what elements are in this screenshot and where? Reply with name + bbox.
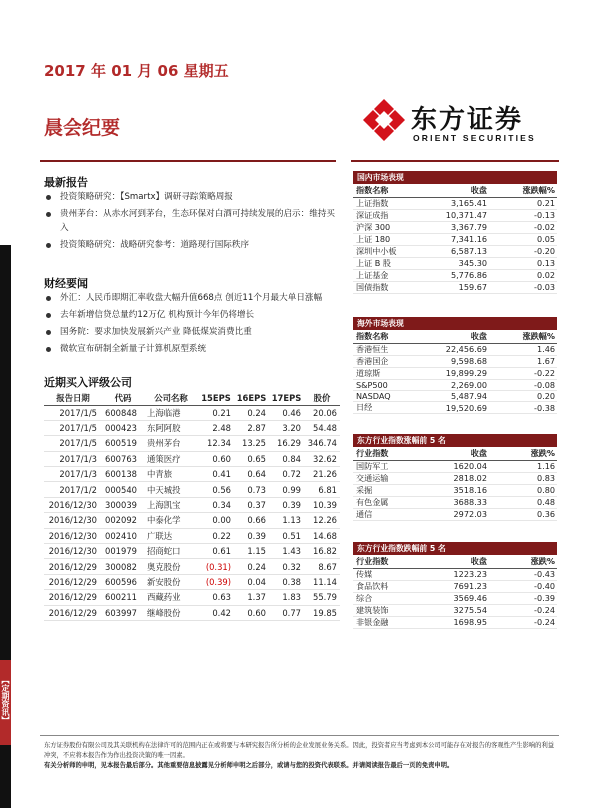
table-row[interactable] [44,405,340,420]
industry-losers-table [353,555,557,629]
table-cell: 香港恒生 [353,343,429,355]
list-item[interactable]: 去年新增信贷总量约12万亿 机构预计今年仍将增长 [44,309,342,323]
table-cell: 2.87 [234,420,269,435]
table-cell: -0.02 [497,221,557,233]
table-row [353,197,557,209]
table-cell: 3.20 [269,420,304,435]
latest-reports-list [44,191,342,256]
list-item[interactable]: 投资策略研究：战略研究参考：道路现行国际秩序 [44,239,342,253]
table-cell: 0.21 [198,405,234,420]
table-cell: 0.83 [497,472,557,484]
latest-reports-heading: 最新报告 [44,176,88,189]
table-cell: 0.84 [269,451,304,466]
table-header-row [353,447,557,460]
table-row [353,496,557,508]
col-header: 涨跌% [497,555,557,568]
table-row [353,355,557,367]
logo-english-name: ORIENT SECURITIES [413,133,536,143]
table-cell: 0.38 [269,574,304,589]
table-cell: 2.48 [198,420,234,435]
table-cell: 1.83 [269,590,304,605]
table-cell: 2016/12/29 [44,605,102,620]
table-row[interactable] [44,497,340,512]
table-cell: 54.48 [304,420,340,435]
ratings-heading: 近期买入评级公司 [44,376,132,389]
table-cell: 16.29 [269,436,304,451]
table-cell: 上证 180 [353,233,429,245]
table-cell: 600763 [102,451,144,466]
table-cell: 10.39 [304,497,340,512]
table-cell: (0.39) [198,574,234,589]
table-cell: 001979 [102,544,144,559]
table-cell: 20.06 [304,405,340,420]
table-row [353,568,557,580]
table-row[interactable] [44,482,340,497]
domestic-market-panel [353,171,557,294]
table-cell: 000423 [102,420,144,435]
table-row [353,269,557,281]
table-header-row [44,391,340,405]
table-row[interactable] [44,467,340,482]
table-cell: -0.43 [497,568,557,580]
table-cell: 600138 [102,467,144,482]
table-cell: 采掘 [353,484,429,496]
table-cell: 0.66 [234,513,269,528]
table-cell: 招商蛇口 [144,544,198,559]
table-cell: 6.81 [304,482,340,497]
table-row [353,592,557,604]
table-cell: 1.46 [497,343,557,355]
table-cell: 2972.03 [429,508,497,520]
table-cell: 0.72 [269,467,304,482]
table-cell: 2016/12/29 [44,574,102,589]
table-cell: 32.62 [304,451,340,466]
table-cell: 通策医疗 [144,451,198,466]
table-cell: 0.42 [198,605,234,620]
table-row [353,616,557,628]
table-cell: 19,520.69 [429,402,497,414]
table-cell: 0.04 [234,574,269,589]
table-cell: 0.34 [198,497,234,512]
table-cell: 0.39 [269,497,304,512]
table-cell: 0.99 [269,482,304,497]
table-cell: 0.56 [198,482,234,497]
col-header: 指数名称 [353,184,429,197]
table-cell: 11.14 [304,574,340,589]
table-cell: 14.68 [304,528,340,543]
table-cell: 002092 [102,513,144,528]
table-cell: 0.46 [269,405,304,420]
table-cell: 0.32 [269,559,304,574]
table-cell: 奥克股份 [144,559,198,574]
table-cell: 7691.23 [429,580,497,592]
table-cell: 上海临港 [144,405,198,420]
table-cell: -0.20 [497,245,557,257]
table-cell: 8.67 [304,559,340,574]
table-row [353,508,557,520]
logo-chinese-name: 东方证券 [411,105,524,135]
page-title: 晨会纪要 [44,117,121,139]
table-cell: 2016/12/30 [44,497,102,512]
table-row [353,281,557,293]
table-cell: (0.31) [198,559,234,574]
table-cell: 22,456.69 [429,343,497,355]
col-header: 行业指数 [353,447,429,460]
table-cell: 0.48 [497,496,557,508]
list-item[interactable]: 国务院：要求加快发展新兴产业 降低煤炭消费比重 [44,326,342,340]
table-cell: 广联达 [144,528,198,543]
table-cell: 2017/1/5 [44,420,102,435]
table-cell: 上证 B 股 [353,257,429,269]
col-header: 收盘 [429,330,497,343]
col-header: 收盘 [429,184,497,197]
table-cell: 1.43 [269,544,304,559]
header-divider-right [351,160,559,162]
table-cell: 12.34 [198,436,234,451]
col-header: 收盘 [429,447,497,460]
table-cell: 600519 [102,436,144,451]
col-header: 17EPS [269,391,304,405]
table-cell: 中泰化学 [144,513,198,528]
col-header: 行业指数 [353,555,429,568]
table-cell: 0.80 [497,484,557,496]
table-cell: 上证基金 [353,269,429,281]
table-cell: 0.13 [497,257,557,269]
table-row [353,233,557,245]
col-header: 报告日期 [44,391,102,405]
table-cell: 1.15 [234,544,269,559]
col-header: 涨跌% [497,447,557,460]
table-cell: 0.02 [497,269,557,281]
table-cell: -0.03 [497,281,557,293]
table-cell: 3,367.79 [429,221,497,233]
table-cell: 0.21 [497,197,557,209]
table-row[interactable] [44,574,340,589]
table-cell: 0.36 [497,508,557,520]
table-cell: 深圳中小板 [353,245,429,257]
table-cell: 1223.23 [429,568,497,580]
table-cell: 0.05 [497,233,557,245]
table-cell: 12.26 [304,513,340,528]
table-cell: 16.82 [304,544,340,559]
table-cell: 0.73 [234,482,269,497]
table-cell: 非银金融 [353,616,429,628]
table-row [353,367,557,379]
disclaimer-bold-text: 有关分析师的申明，见本报告最后部分。其他重要信息披露见分析师申明之后部分，或请与您的投资代表联系。并请阅读报告最后一页的免责申明。 [44,761,454,769]
table-cell: 香港国企 [353,355,429,367]
finance-news-list [44,292,342,360]
table-row [353,257,557,269]
table-cell: 21.26 [304,467,340,482]
table-cell: 继峰股份 [144,605,198,620]
table-cell: 0.61 [198,544,234,559]
table-cell: 0.65 [234,451,269,466]
table-cell: 国债指数 [353,281,429,293]
table-cell: 交通运输 [353,472,429,484]
table-header-row [353,330,557,343]
table-row[interactable] [44,451,340,466]
table-row [353,460,557,472]
table-cell: 上证指数 [353,197,429,209]
table-cell: 3688.33 [429,496,497,508]
domestic-market-table [353,184,557,294]
table-cell: 10,371.47 [429,209,497,221]
table-row [353,484,557,496]
table-cell: NASDAQ [353,390,429,401]
overseas-market-table [353,330,557,414]
table-cell: 有色金属 [353,496,429,508]
company-logo [361,97,561,145]
table-cell: 3,165.41 [429,197,497,209]
table-cell: -0.22 [497,367,557,379]
table-row [353,390,557,401]
list-item[interactable]: 贵州茅台：从赤水河到茅台，生态环保对白酒可持续发展的启示：维持买入 [44,208,342,235]
table-cell: 19.85 [304,605,340,620]
table-cell: 600211 [102,590,144,605]
table-cell: 日经 [353,402,429,414]
table-cell: 2016/12/30 [44,513,102,528]
table-cell: 新安股份 [144,574,198,589]
col-header: 收盘 [429,555,497,568]
table-cell: 345.30 [429,257,497,269]
table-cell: 贵州茅台 [144,436,198,451]
industry-gainers-panel [353,434,557,521]
table-header-row [353,555,557,568]
table-cell: 7,341.16 [429,233,497,245]
header-divider-left [40,160,336,162]
table-row[interactable] [44,513,340,528]
table-cell: 2016/12/29 [44,559,102,574]
table-cell: 沪深 300 [353,221,429,233]
table-cell: -0.38 [497,402,557,414]
table-cell: -0.13 [497,209,557,221]
table-row[interactable] [44,528,340,543]
table-cell: 55.79 [304,590,340,605]
table-cell: 2016/12/29 [44,590,102,605]
col-header: 涨跌幅% [497,184,557,197]
table-cell: 综合 [353,592,429,604]
table-cell: 346.74 [304,436,340,451]
col-header: 公司名称 [144,391,198,405]
table-cell: 1620.04 [429,460,497,472]
table-row[interactable] [44,436,340,451]
panel-title: 东方行业指数跌幅前 5 名 [353,542,557,555]
table-cell: 600848 [102,405,144,420]
table-header-row [353,184,557,197]
table-cell: 中青旅 [144,467,198,482]
table-cell: 000540 [102,482,144,497]
table-row [353,343,557,355]
table-cell: 6,587.13 [429,245,497,257]
col-header: 指数名称 [353,330,429,343]
industry-gainers-table [353,447,557,521]
list-item[interactable]: 外汇：人民币即期汇率收盘大幅升值668点 创近11个月最大单日涨幅 [44,292,342,306]
col-header: 股价 [304,391,340,405]
table-cell: 19,899.29 [429,367,497,379]
table-cell: 3569.46 [429,592,497,604]
table-row [353,580,557,592]
table-row [353,379,557,390]
table-cell: 2017/1/3 [44,451,102,466]
table-cell: 0.24 [234,405,269,420]
table-cell: 0.64 [234,467,269,482]
table-cell: 2016/12/30 [44,528,102,543]
table-cell: 002410 [102,528,144,543]
table-cell: -0.40 [497,580,557,592]
table-row[interactable] [44,559,340,574]
table-cell: 道琼斯 [353,367,429,379]
table-cell: -0.24 [497,604,557,616]
table-cell: 2017/1/3 [44,467,102,482]
table-cell: 159.67 [429,281,497,293]
industry-losers-panel [353,542,557,629]
table-cell: -0.24 [497,616,557,628]
disclaimer [44,741,556,770]
table-cell: 东阿阿胶 [144,420,198,435]
col-header: 15EPS [198,391,234,405]
table-cell: 0.77 [269,605,304,620]
finance-news-heading: 财经要闻 [44,277,88,290]
table-cell: 2017/1/5 [44,405,102,420]
table-cell: 国防军工 [353,460,429,472]
panel-title: 东方行业指数涨幅前 5 名 [353,434,557,447]
table-cell: 0.63 [198,590,234,605]
table-cell: 1.37 [234,590,269,605]
table-cell: 3275.54 [429,604,497,616]
table-cell: 0.60 [198,451,234,466]
table-cell: 0.39 [234,528,269,543]
table-cell: 0.24 [234,559,269,574]
table-cell: 中天城投 [144,482,198,497]
table-row[interactable] [44,590,340,605]
table-cell: 300082 [102,559,144,574]
table-cell: 0.00 [198,513,234,528]
table-cell: 1698.95 [429,616,497,628]
panel-title: 国内市场表现 [353,171,557,184]
table-cell: 1.67 [497,355,557,367]
table-cell: 600596 [102,574,144,589]
table-cell: 3518.16 [429,484,497,496]
list-item[interactable]: 投资策略研究：【Smartx】调研寻踪策略周报 [44,191,342,205]
table-row[interactable] [44,420,340,435]
table-cell: -0.39 [497,592,557,604]
col-header: 代码 [102,391,144,405]
table-cell: 2017/1/2 [44,482,102,497]
sidebar-label: 【定期资讯】 [1,676,10,724]
list-item[interactable]: 微软宣布研制全新量子计算机原型系统 [44,343,342,357]
footer-divider [40,735,559,736]
ratings-table [44,391,340,621]
table-cell: 深证成指 [353,209,429,221]
table-row [353,245,557,257]
table-row[interactable] [44,544,340,559]
table-cell: 9,598.68 [429,355,497,367]
disclaimer-text: 东方证券股份有限公司及其关联机构在法律许可的范围内正在或将要与本研究报告所分析的企业发展业务关系。因此，投资者应当考虑到本公司可能存在对报告的客观性产生影响的利益冲突，不应将本报告作为作出投资决策的唯一因素。 [44,742,555,759]
table-cell: -0.08 [497,379,557,390]
table-row [353,402,557,414]
table-cell: 1.16 [497,460,557,472]
table-cell: 603997 [102,605,144,620]
table-cell: 0.37 [234,497,269,512]
table-cell: 2017/1/5 [44,436,102,451]
table-row[interactable] [44,605,340,620]
table-row [353,604,557,616]
table-row [353,472,557,484]
table-cell: 13.25 [234,436,269,451]
table-cell: 0.20 [497,390,557,401]
table-cell: 建筑装饰 [353,604,429,616]
orient-logo-icon [361,97,407,143]
table-cell: 5,776.86 [429,269,497,281]
table-cell: 2,269.00 [429,379,497,390]
table-cell: 西藏药业 [144,590,198,605]
col-header: 涨跌幅% [497,330,557,343]
overseas-market-panel [353,317,557,414]
table-cell: 0.60 [234,605,269,620]
table-cell: 5,487.94 [429,390,497,401]
table-cell: 300039 [102,497,144,512]
table-cell: 0.51 [269,528,304,543]
table-cell: 上海凯宝 [144,497,198,512]
table-cell: 通信 [353,508,429,520]
table-cell: 1.13 [269,513,304,528]
table-row [353,221,557,233]
table-cell: 2818.02 [429,472,497,484]
table-cell: 食品饮料 [353,580,429,592]
table-cell: 传媒 [353,568,429,580]
report-date: 2017 年 01 月 06 星期五 [44,62,229,80]
table-cell: S&P500 [353,379,429,390]
panel-title: 海外市场表现 [353,317,557,330]
table-cell: 2016/12/30 [44,544,102,559]
col-header: 16EPS [234,391,269,405]
table-row [353,209,557,221]
table-cell: 0.22 [198,528,234,543]
table-cell: 0.41 [198,467,234,482]
